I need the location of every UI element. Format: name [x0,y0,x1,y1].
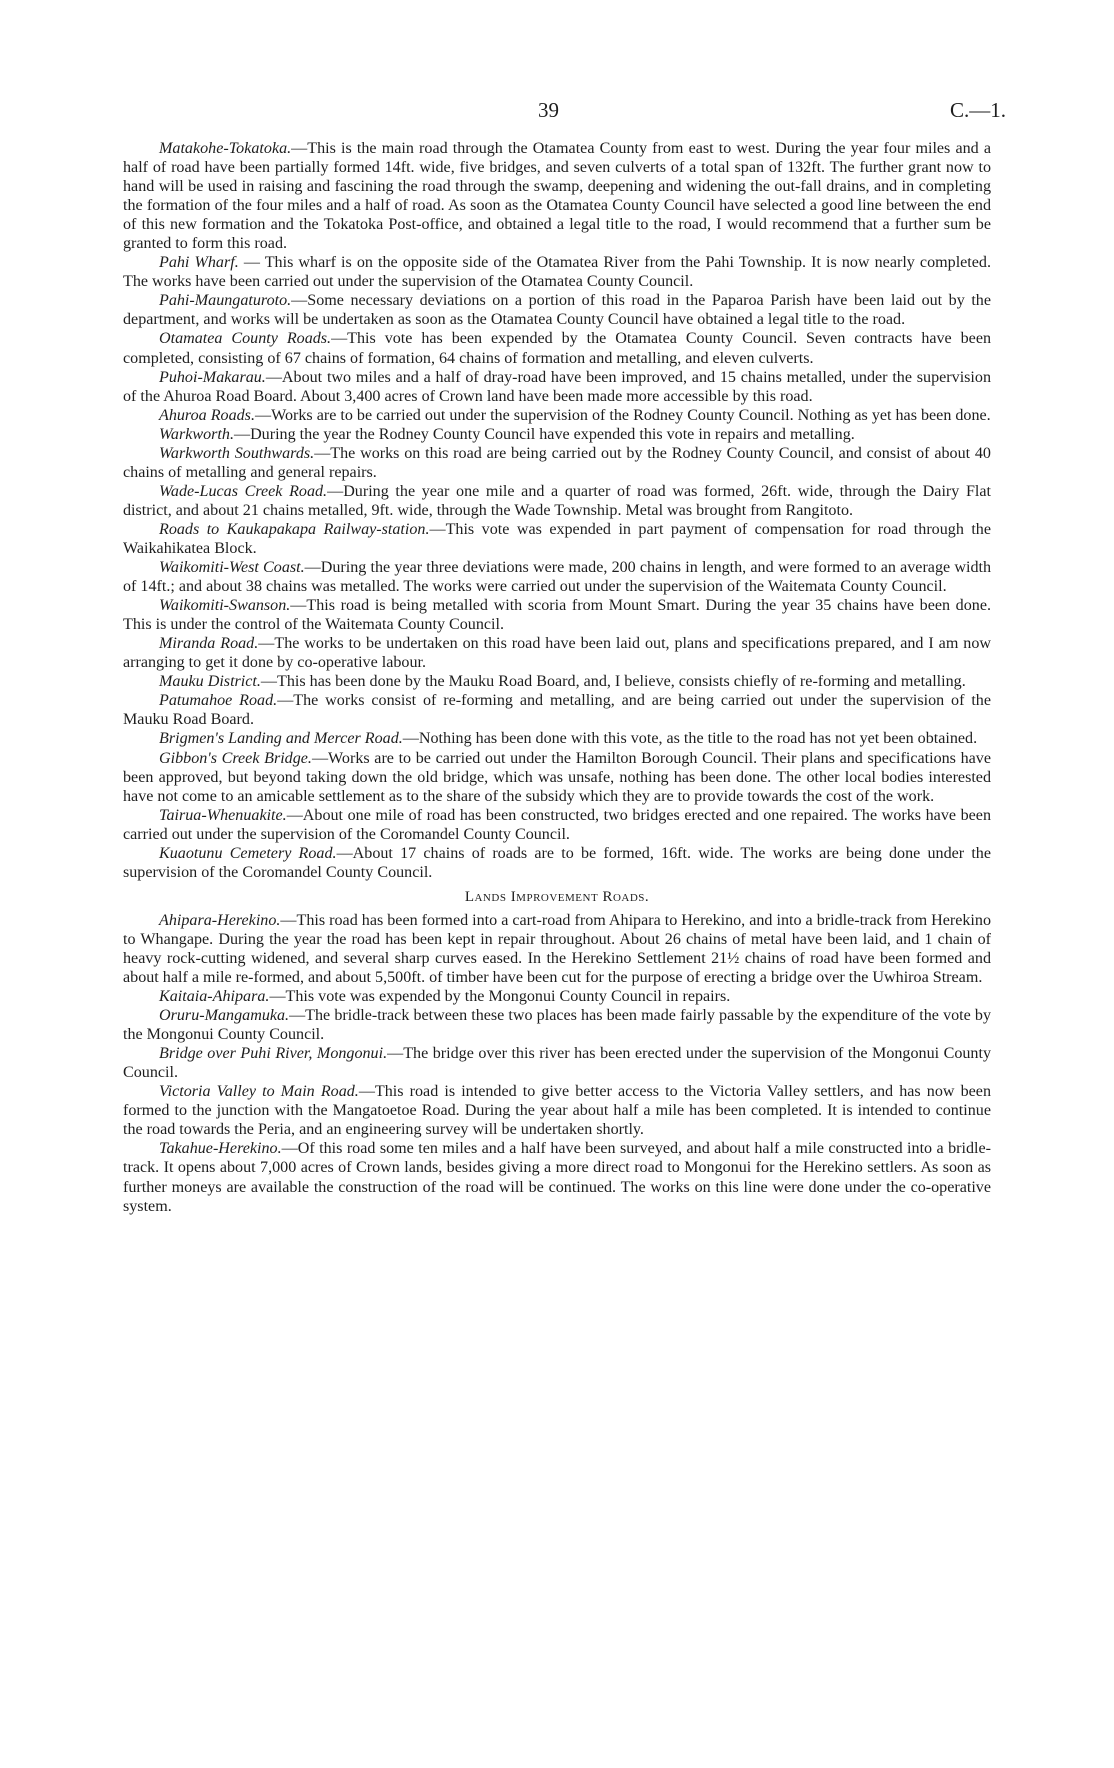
paragraph [123,558,991,596]
paragraph-text: —This road has been formed into a cart-road from Ahipara to Herekino, and into a bridle-track from Herekino to Whangape. During the year the road has been kept in repair throughout. About 26 chains of metal have been laid, and 1 chain of heavy rock-cutting widened, and several sharp curves eased. In the Herekino Settlement 21½ chains of road have been formed and about half a mile re-formed, and about 5,500ft. of timber have been cut for the purpose of erecting a bridge over the Uwhiroa Stream. [123,911,991,987]
paragraph-title: Kaitaia-Ahipara. [159,988,270,1006]
paragraph [123,139,991,253]
paragraph-title: Ahuroa Roads. [159,406,255,424]
paragraph-text: — This wharf is on the opposite side of the Otamatea River from the Pahi Township. It is now nearly completed. The works have been carried out under the supervision of the Otamatea County Council. [123,254,991,291]
paragraph [123,406,991,425]
paragraph [123,368,991,406]
paragraph-text: —Of this road some ten miles and a half have been surveyed, and about half a mile constructed into a bridle-track. It opens about 7,000 acres of Crown lands, besides giving a more direct road to Mongonui for the Herekino settlers. As soon as further moneys are available the construction of the road will be continued. The works on this line were done under the co-operative system. [123,1140,991,1215]
paragraph-text: —This has been done by the Mauku Road Board, and, I believe, consists chiefly of re-forming and metalling. [260,673,966,691]
paragraph-text: —Works are to be carried out under the Hamilton Borough Council. Their plans and specifications have been approved, but beyond taking down the old bridge, which was unsafe, nothing has been done. The other local bodies interested have not come to an amicable settlement as to the share of the subsidy which they are to provide towards the cost of the work. [123,749,991,805]
paragraph-title: Wade-Lucas Creek Road. [159,482,328,500]
paragraph-text: —About two miles and a half of dray-road have been improved, and 15 chains metalled, under the supervision of the Ahuroa Road Board. About 3,400 acres of Crown land have been made more accessible by this road. [123,368,991,405]
paragraph-title: Roads to Kaukapakapa Railway-station. [159,520,430,538]
paragraph [123,729,991,748]
paragraph-text: —About 17 chains of roads are to be formed, 16ft. wide. The works are being done under the supervision of the Coromandel County Council. [123,844,991,881]
page-header [0,98,1114,128]
paragraph-text: —Works are to be carried out under the supervision of the Rodney County Council. Nothing as yet has been done. [254,406,991,424]
paragraph-title: Waikomiti-Swanson. [159,597,291,615]
document-reference: C.—1. [949,98,1006,122]
paragraph [123,911,991,987]
paragraph-title: Otamatea County Roads. [159,330,332,348]
paragraph [123,291,991,329]
road-reports-section [123,139,991,882]
page-number: 39 [538,98,559,122]
paragraph-text: —This vote was expended in part payment of compensation for road through the Waikahikatea Block. [123,520,991,557]
paragraph-title: Pahi Wharf. [159,254,239,272]
paragraph [123,806,991,844]
paragraph-text: —The works to be undertaken on this road have been laid out, plans and specifications prepared, and I am now arranging to get it done by co-operative labour. [123,635,991,672]
section-heading: Lands Improvement Roads. [464,888,650,905]
paragraph [123,749,991,806]
paragraph [123,1082,991,1139]
paragraph [123,520,991,558]
paragraph [123,691,991,729]
paragraph [123,253,991,291]
paragraph-title: Bridge over Puhi River, Mongonui. [159,1045,388,1063]
paragraph-title: Mauku District. [159,673,261,691]
paragraph-title: Miranda Road. [159,635,259,653]
paragraph-text: —This vote has been expended by the Otamatea County Council. Seven contracts have been completed, consisting of 67 chains of formation, 64 chains of formation and metalling, and eleven culverts. [123,330,992,367]
paragraph-title: Brigmen's Landing and Mercer Road. [159,730,403,748]
paragraph-text: —During the year the Rodney County Council have expended this vote in repairs and metalling. [233,425,855,443]
paragraph [123,482,991,520]
paragraph-text: —This is the main road through the Otamatea County from east to west. During the year four miles and a half of road have been partially formed 14ft. wide, five bridges, and seven culverts of a total span of 132ft. The further grant now to hand will be used in raising and fascining the road through the swamp, deepening and widening the out-fall drains, and in completing the formation of the four miles and a half of road. As soon as the Otamatea County Council have selected a good line between the end of this new formation and the Tokatoka Post-office, and obtained a legal title to the road, I would recommend that a further sum be granted to form this road. [123,140,991,253]
paragraph [123,672,991,691]
paragraph-title: Pahi-Maungaturoto. [159,292,292,310]
lands-improvement-roads-section [123,911,991,1216]
document-body [123,139,991,1216]
paragraph-text: —The works on this road are being carried out by the Rodney County Council, and consist of about 40 chains of metalling and general repairs. [123,444,991,481]
paragraph-text: —During the year one mile and a quarter of road was formed, 26ft. wide, through the Dairy Flat district, and about 21 chains metalled, 9ft. wide, through the Wade Township. Metal was brought from Rangitoto. [123,482,991,519]
paragraph-title: Waikomiti-West Coast. [159,559,305,577]
paragraph [123,987,991,1006]
paragraph-text: —The bridge over this river has been erected under the supervision of the Mongonui County Council. [123,1045,991,1082]
paragraph-title: Tairua-Whenuakite. [159,806,287,824]
paragraph-text: —This vote was expended by the Mongonui County Council in repairs. [269,988,731,1006]
paragraph-title: Ahipara-Herekino. [159,911,281,929]
paragraph [123,1044,991,1082]
paragraph-text: —Nothing has been done with this vote, as the title to the road has not yet been obtained. [402,730,978,748]
paragraph [123,844,991,882]
paragraph-title: Matakohe-Tokatoka. [159,140,292,157]
paragraph [123,1139,991,1215]
paragraph-text: —About one mile of road has been constructed, two bridges erected and one repaired. The works have been carried out under the supervision of the Coromandel County Council. [123,806,991,843]
paragraph-text: —The works consist of re-forming and metalling, and are being carried out under the supervision of the Mauku Road Board. [123,692,991,729]
paragraph [123,444,991,482]
paragraph-text: —This road is intended to give better access to the Victoria Valley settlers, and has now been formed to the junction with the Mangatoetoe Road. During the year about half a mile has been completed. It is intended to continue the road towards the Peria, and an engineering survey will be undertaken shortly. [123,1083,991,1139]
paragraph [123,596,991,634]
paragraph-title: Warkworth. [159,425,234,443]
paragraph-title: Gibbon's Creek Bridge. [159,749,312,767]
paragraph [123,634,991,672]
paragraph [123,329,991,367]
paragraph-text: —This road is being metalled with scoria from Mount Smart. During the year 35 chains have been done. This is under the control of the Waitemata County Council. [123,597,991,634]
paragraph-text: —During the year three deviations were made, 200 chains in length, and were formed to an average width of 14ft.; and about 38 chains was metalled. The works were carried out under the supervision of the Waitemata County Council. [123,559,992,596]
paragraph-title: Warkworth Southwards. [159,444,315,462]
paragraph [123,425,991,444]
paragraph [123,1006,991,1044]
paragraph-title: Kuaotunu Cemetery Road. [159,844,337,862]
paragraph-title: Puhoi-Makarau. [159,368,266,386]
paragraph-title: Patumahoe Road. [159,692,278,710]
paragraph-title: Victoria Valley to Main Road. [159,1083,359,1101]
paragraph-title: Oruru-Mangamuka. [159,1007,290,1025]
paragraph-title: Takahue-Herekino. [159,1140,282,1158]
paragraph-text: —Some necessary deviations on a portion of this road in the Paparoa Parish have been laid out by the department, and works will be undertaken as soon as the Otamatea County Council have obtained a legal title to the road. [123,292,991,329]
paragraph-text: —The bridle-track between these two places has been made fairly passable by the expenditure of the vote by the Mongonui County Council. [123,1007,991,1044]
